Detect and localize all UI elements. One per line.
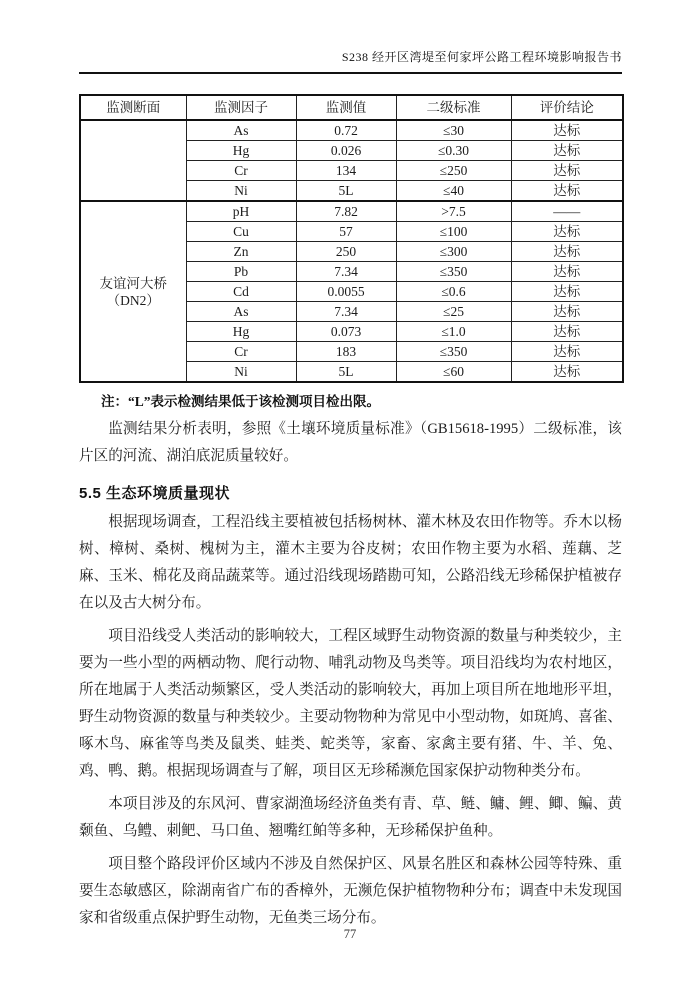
cell-factor: Zn bbox=[186, 242, 296, 262]
monitoring-table bbox=[79, 94, 624, 383]
table-row bbox=[80, 201, 623, 222]
cell-conclusion: 达标 bbox=[511, 120, 623, 141]
cell-conclusion: 达标 bbox=[511, 181, 623, 202]
cell-factor: Ni bbox=[186, 181, 296, 202]
cell-factor: Hg bbox=[186, 141, 296, 161]
cell-standard: ≤250 bbox=[396, 161, 511, 181]
cell-factor: Cd bbox=[186, 282, 296, 302]
page-number: 77 bbox=[343, 927, 357, 941]
table-note: 注：“L”表示检测结果低于该检测项目检出限。 bbox=[101, 394, 381, 409]
header-title: S238 经开区湾堤至何家坪公路工程环境影响报告书 bbox=[341, 50, 622, 64]
cell-standard: >7.5 bbox=[396, 201, 511, 222]
cell-factor: pH bbox=[186, 201, 296, 222]
cell-standard: ≤1.0 bbox=[396, 322, 511, 342]
paragraph-monitoring-conclusion: 监测结果分析表明，参照《土壤环境质量标准》（GB15618-1995）二级标准，该片区的河流、湖泊底泥质量较好。 bbox=[79, 421, 622, 464]
cell-value: 0.073 bbox=[296, 322, 396, 342]
table-row bbox=[80, 120, 623, 141]
cell-factor: Cu bbox=[186, 222, 296, 242]
cell-value: 7.34 bbox=[296, 302, 396, 322]
cell-standard: ≤25 bbox=[396, 302, 511, 322]
cell-conclusion: 达标 bbox=[511, 362, 623, 383]
cell-factor: As bbox=[186, 302, 296, 322]
paragraph-sensitive-areas: 项目整个路段评价区域内不涉及自然保护区、风景名胜区和森林公园等特殊、重要生态敏感区，除湖南省广布的香樟外，无濒危保护植物物种分布；调查中未发现国家和省级重点保护野生动物，无鱼类三场分布。 bbox=[79, 856, 622, 926]
cell-standard: ≤0.30 bbox=[396, 141, 511, 161]
cell-conclusion: 达标 bbox=[511, 322, 623, 342]
cell-value: 250 bbox=[296, 242, 396, 262]
cell-conclusion: 达标 bbox=[511, 342, 623, 362]
cell-value: 7.82 bbox=[296, 201, 396, 222]
cell-standard: ≤350 bbox=[396, 342, 511, 362]
cell-factor: Hg bbox=[186, 322, 296, 342]
cell-value: 5L bbox=[296, 181, 396, 202]
cell-standard: ≤0.6 bbox=[396, 282, 511, 302]
cell-factor: Cr bbox=[186, 161, 296, 181]
cell-conclusion: 达标 bbox=[511, 262, 623, 282]
cell-value: 5L bbox=[296, 362, 396, 383]
cell-conclusion: 达标 bbox=[511, 222, 623, 242]
col-header-section: 监测断面 bbox=[80, 95, 186, 120]
running-header bbox=[79, 48, 622, 74]
paragraph-fish: 本项目涉及的东风河、曹家湖渔场经济鱼类有青、草、鲢、鳙、鲤、鲫、鳊、黄颡鱼、乌鳢、刺鲃、马口鱼、翘嘴红鲌等多种，无珍稀保护鱼种。 bbox=[79, 796, 622, 839]
col-header-factor: 监测因子 bbox=[186, 95, 296, 120]
col-header-standard: 二级标准 bbox=[396, 95, 511, 120]
cell-value: 0.026 bbox=[296, 141, 396, 161]
cell-value: 0.0055 bbox=[296, 282, 396, 302]
paragraph-vegetation: 根据现场调查，工程沿线主要植被包括杨树林、灌木林及农田作物等。乔木以杨树、樟树、桑树、槐树为主，灌木主要为谷皮树；农田作物主要为水稻、莲藕、芝麻、玉米、棉花及商品蔬菜等。通过沿线现场踏勘可知，公路沿线无珍稀保护植被存在以及古大树分布。 bbox=[79, 514, 622, 611]
table-header-row bbox=[80, 95, 623, 120]
cell-conclusion: 达标 bbox=[511, 242, 623, 262]
cell-value: 0.72 bbox=[296, 120, 396, 141]
cell-factor: As bbox=[186, 120, 296, 141]
cell-value: 7.34 bbox=[296, 262, 396, 282]
cell-factor: Pb bbox=[186, 262, 296, 282]
section-cell-empty bbox=[80, 120, 186, 201]
cell-value: 183 bbox=[296, 342, 396, 362]
col-header-value: 监测值 bbox=[296, 95, 396, 120]
cell-standard: ≤350 bbox=[396, 262, 511, 282]
cell-standard: ≤60 bbox=[396, 362, 511, 383]
cell-standard: ≤40 bbox=[396, 181, 511, 202]
cell-conclusion: —— bbox=[511, 201, 623, 222]
section-heading-5-5: 5.5 生态环境质量现状 bbox=[79, 485, 231, 502]
cell-conclusion: 达标 bbox=[511, 302, 623, 322]
section-cell-youyihe-bridge: 友谊河大桥 （DN2） bbox=[80, 201, 186, 382]
cell-factor: Cr bbox=[186, 342, 296, 362]
cell-value: 57 bbox=[296, 222, 396, 242]
cell-conclusion: 达标 bbox=[511, 161, 623, 181]
col-header-conclusion: 评价结论 bbox=[511, 95, 623, 120]
cell-conclusion: 达标 bbox=[511, 282, 623, 302]
cell-standard: ≤300 bbox=[396, 242, 511, 262]
cell-value: 134 bbox=[296, 161, 396, 181]
cell-factor: Ni bbox=[186, 362, 296, 383]
cell-standard: ≤30 bbox=[396, 120, 511, 141]
cell-conclusion: 达标 bbox=[511, 141, 623, 161]
paragraph-wildlife: 项目沿线受人类活动的影响较大，工程区域野生动物资源的数量与种类较少，主要为一些小型的两栖动物、爬行动物、哺乳动物及鸟类等。项目沿线均为农村地区，所在地属于人类活动频繁区，受人类活动的影响较大，再加上项目所在地地形平坦，野生动物资源的数量与种类较少。主要动物物种为常见中小型动物，如斑鸠、喜雀、啄木鸟、麻雀等鸟类及鼠类、蛙类、蛇类等，家畜、家禽主要有猪、牛、羊、兔、鸡、鸭、鹅。根据现场调查与了解，项目区无珍稀濒危国家保护动物种类分布。 bbox=[79, 628, 622, 779]
cell-standard: ≤100 bbox=[396, 222, 511, 242]
page-content bbox=[79, 0, 622, 932]
